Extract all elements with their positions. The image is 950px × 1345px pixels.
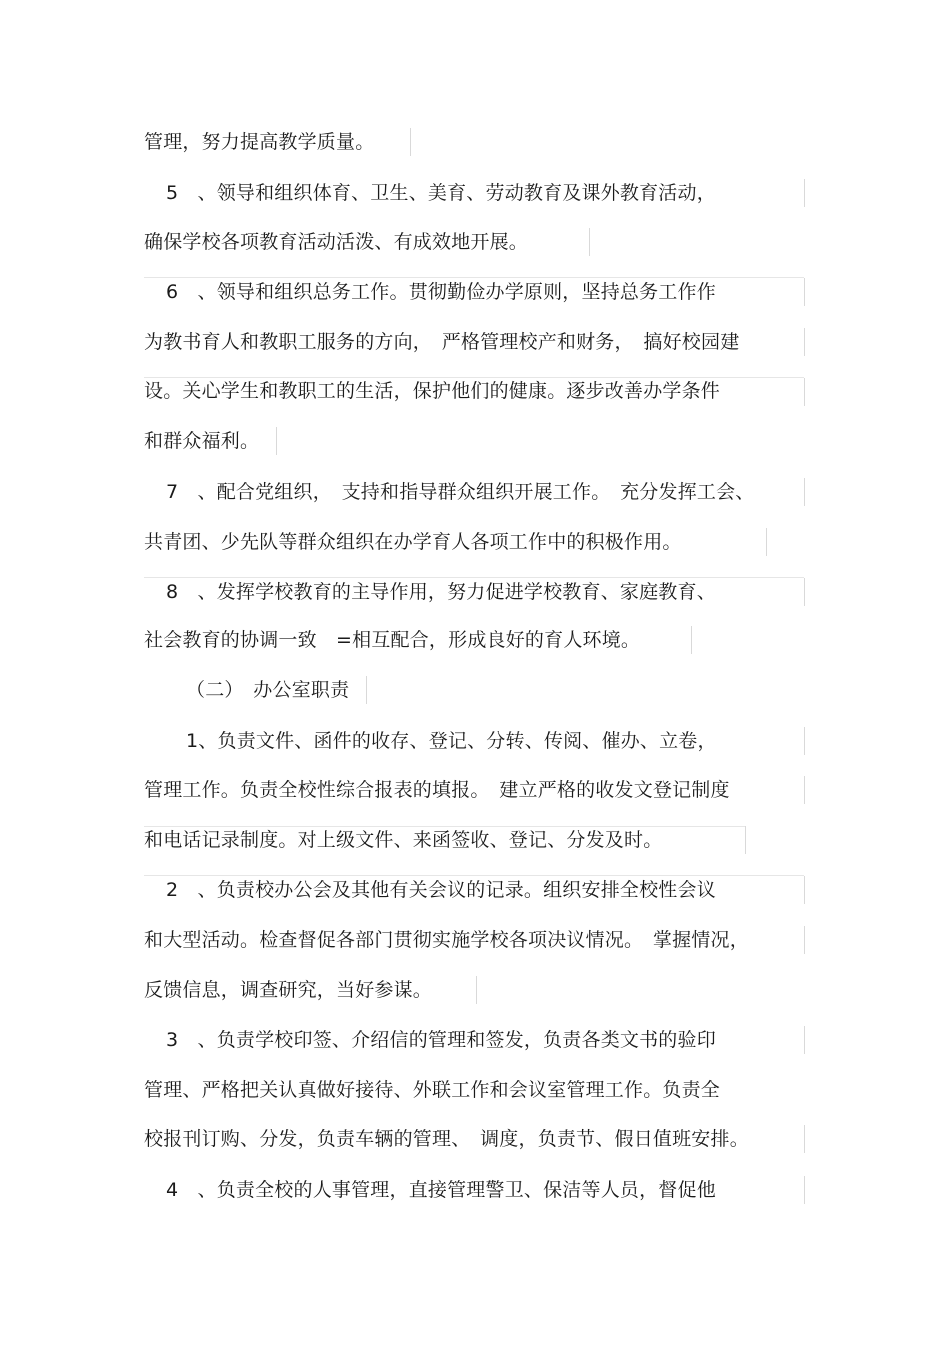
line-divider [804, 179, 805, 207]
text-line: 5 、领导和组织体育、卫生、美育、劳动教育及课外教育活动， [166, 182, 716, 204]
line-divider [745, 826, 746, 854]
text-line: 设。关心学生和教职工的生活，保护他们的健康。逐步改善办学条件 [144, 380, 721, 402]
line-divider [804, 378, 805, 406]
line-divider [804, 328, 805, 356]
line-divider [804, 727, 805, 755]
line-divider [804, 1026, 805, 1054]
text-line: 管理，努力提高教学质量。 [144, 131, 375, 153]
text-line: 7 、配合党组织， 支持和指导群众组织开展工作。 充分发挥工会、 [166, 481, 755, 503]
line-divider [366, 676, 367, 704]
line-divider [804, 1125, 805, 1153]
text-line: 为教书育人和教职工服务的方向， 严格管理校产和财务， 搞好校园建 [144, 331, 740, 353]
line-divider [691, 626, 692, 654]
text-line: 和大型活动。检查督促各部门贯彻实施学校各项决议情况。 掌握情况， [144, 929, 749, 951]
text-line: 8 、发挥学校教育的主导作用，努力促进学校教育、家庭教育、 [166, 581, 716, 603]
text-line: 管理、严格把关认真做好接待、外联工作和会议室管理工作。负责全 [144, 1079, 721, 1101]
text-line: 1、负责文件、函件的收存、登记、分转、传阅、催办、立卷， [186, 730, 717, 752]
line-divider [476, 976, 477, 1004]
section-heading: （二） 办公室职责 [186, 679, 350, 701]
text-line: 3 、负责学校印签、介绍信的管理和签发，负责各类文书的验印 [166, 1029, 716, 1051]
line-divider [804, 478, 805, 506]
line-divider [804, 278, 805, 306]
text-line: 确保学校各项教育活动活泼、有成效地开展。 [144, 231, 529, 253]
text-line: 和电话记录制度。对上级文件、来函签收、登记、分发及时。 [144, 829, 663, 851]
line-divider [766, 528, 767, 556]
text-line: 管理工作。负责全校性综合报表的填报。 建立严格的收发文登记制度 [144, 779, 730, 801]
line-divider [804, 776, 805, 804]
line-divider [276, 427, 277, 455]
text-line: 共青团、少先队等群众组织在办学育人各项工作中的积极作用。 [144, 531, 682, 553]
line-divider [804, 926, 805, 954]
line-divider [804, 578, 805, 606]
line-divider [589, 228, 590, 256]
line-divider [410, 128, 411, 156]
text-line: 6 、领导和组织总务工作。贯彻勤俭办学原则，坚持总务工作作 [166, 281, 716, 303]
text-line: 4 、负责全校的人事管理，直接管理警卫、保洁等人员，督促他 [166, 1179, 716, 1201]
text-line: 社会教育的协调一致 =相互配合，形成良好的育人环境。 [144, 629, 641, 651]
line-divider [804, 1176, 805, 1204]
text-line: 2 、负责校办公会及其他有关会议的记录。组织安排全校性会议 [166, 879, 716, 901]
text-line: 和群众福利。 [144, 430, 260, 452]
text-line: 反馈信息，调查研究，当好参谋。 [144, 979, 433, 1001]
text-line: 校报刊订购、分发，负责车辆的管理、 调度，负责节、假日值班安排。 [144, 1128, 749, 1150]
line-divider [804, 876, 805, 904]
